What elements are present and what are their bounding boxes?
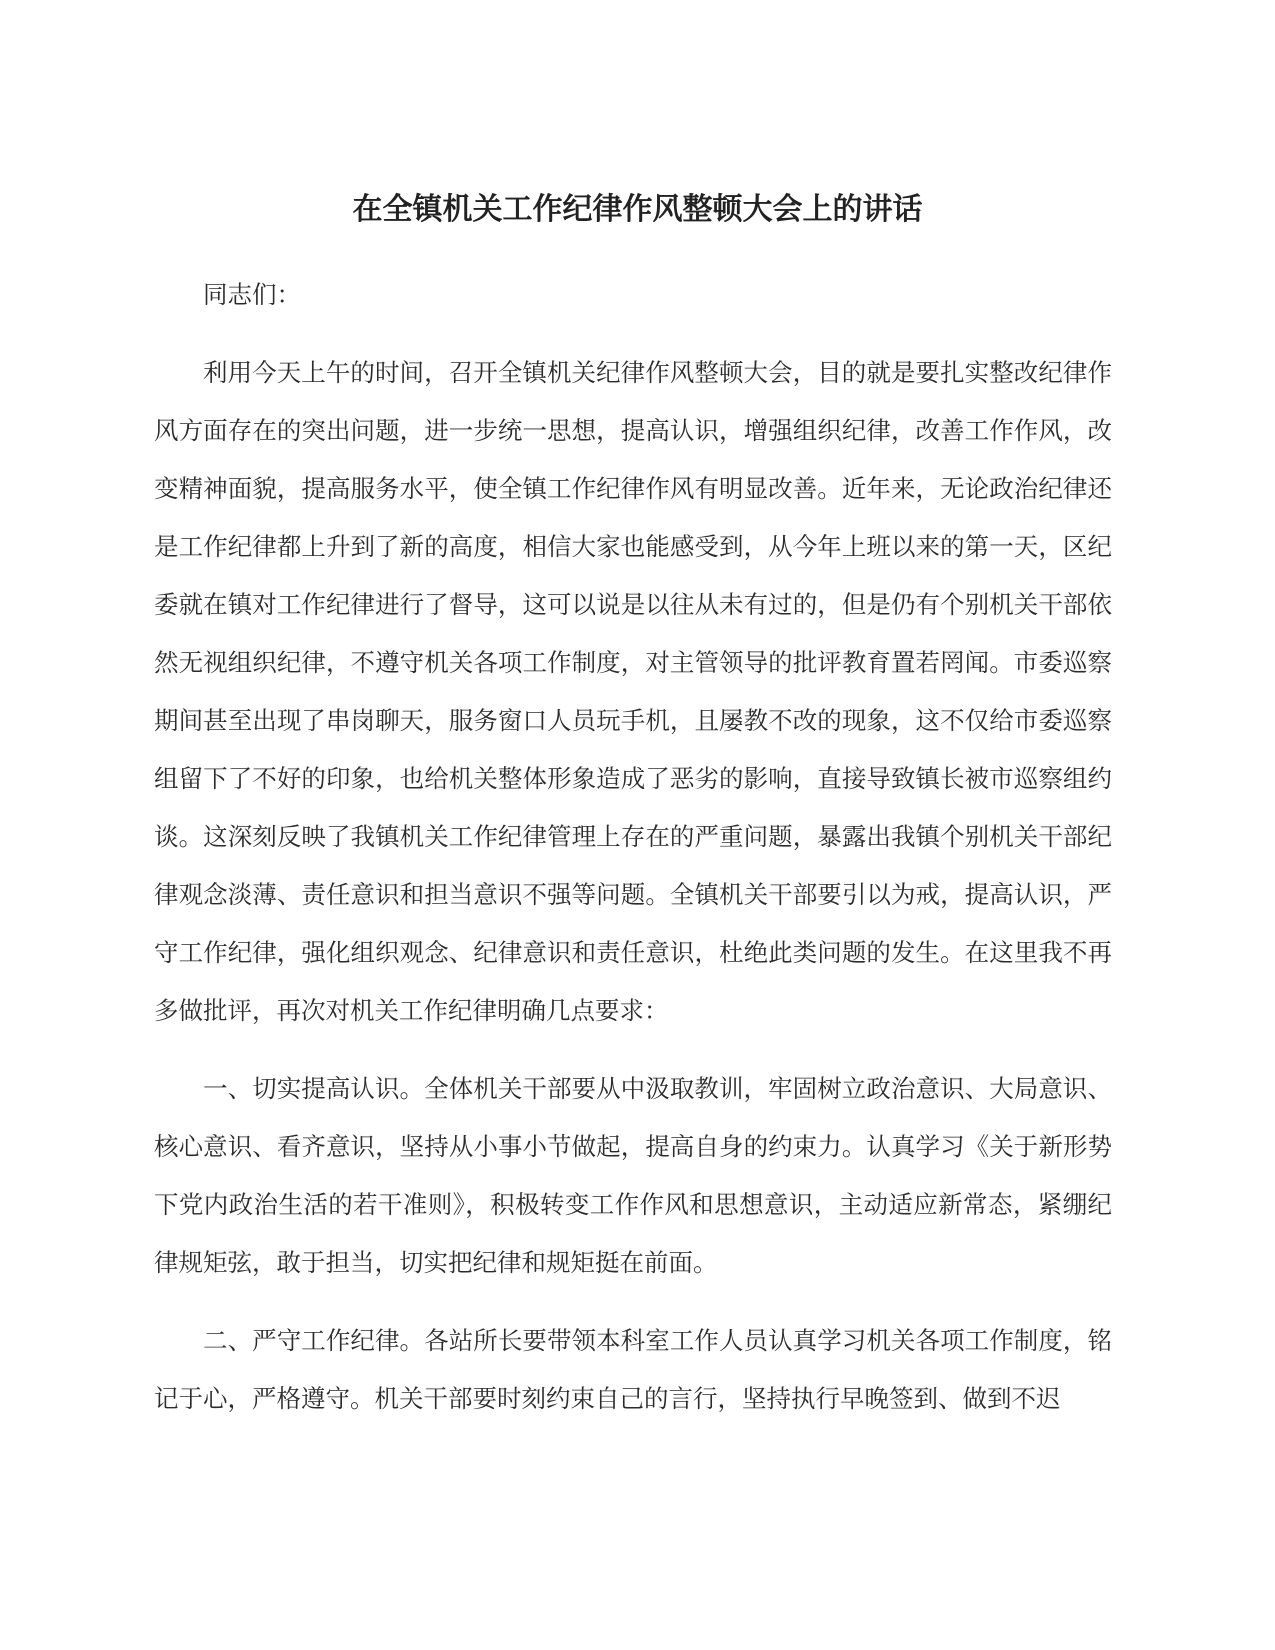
document-body <box>154 266 1112 1428</box>
document-title: 在全镇机关工作纪律作风整顿大会上的讲话 <box>352 192 923 227</box>
paragraph-point-one: 一、切实提高认识。全体机关干部要从中汲取教训，牢固树立政治意识、大局意识、核心意识、看齐意识，坚持从小事小节做起，提高自身的约束力。认真学习《关于新形势下党内政治生活的若干准则》，积极转变工作作风和思想意识，主动适应新常态，紧绷纪律规矩弦，敢于担当，切实把纪律和规矩挺在前面。 <box>154 1074 1112 1277</box>
paragraph-point-two: 二、严守工作纪律。各站所长要带领本科室工作人员认真学习机关各项工作制度，铭记于心，严格遵守。机关干部要时刻约束自己的言行，坚持执行早晚签到、做到不迟 <box>154 1326 1112 1413</box>
salutation: 同志们： <box>203 280 301 309</box>
paragraph-intro: 利用今天上午的时间，召开全镇机关纪律作风整顿大会，目的就是要扎实整改纪律作风方面存在的突出问题，进一步统一思想，提高认识，增强组织纪律，改善工作作风，改变精神面貌，提高服务水平，使全镇工作纪律作风有明显改善。近年来，无论政治纪律还是工作纪律都上升到了新的高度，相信大家也能感受到，从今年上班以来的第一天，区纪委就在镇对工作纪律进行了督导，这可以说是以往从未有过的，但是仍有个别机关干部依然无视组织纪律，不遵守机关各项工作制度，对主管领导的批评教育置若罔闻。市委巡察期间甚至出现了串岗聊天，服务窗口人员玩手机，且屡教不改的现象，这不仅给市委巡察组留下了不好的印象，也给机关整体形象造成了恶劣的影响，直接导致镇长被市巡察组约谈。这深刻反映了我镇机关工作纪律管理上存在的严重问题，暴露出我镇个别机关干部纪律观念淡薄、责任意识和担当意识不强等问题。全镇机关干部要引以为戒，提高认识，严守工作纪律，强化组织观念、纪律意识和责任意识，杜绝此类问题的发生。在这里我不再多做批评，再次对机关工作纪律明确几点要求： <box>154 358 1112 1025</box>
